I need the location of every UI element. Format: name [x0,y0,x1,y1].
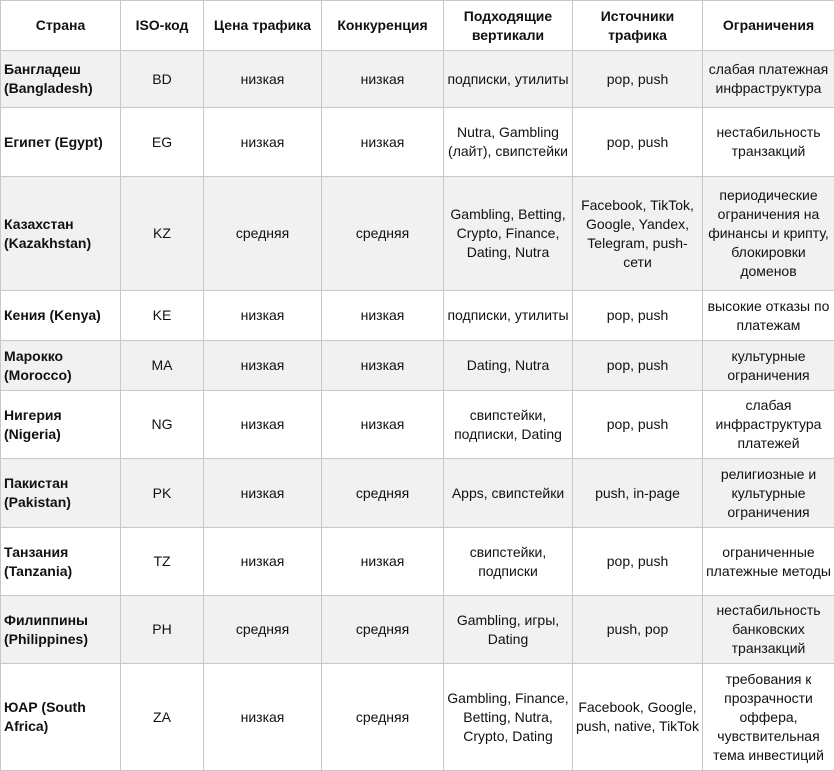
cell-traffic-price: средняя [204,177,322,291]
cell-competition: низкая [322,51,444,108]
cell-iso-code: TZ [121,528,204,596]
cell-restrictions: культурные ограничения [703,341,834,391]
cell-restrictions: слабая инфраструктура платежей [703,391,834,459]
table-row [1,459,834,528]
cell-traffic-sources: pop, push [573,291,703,341]
cell-verticals: подписки, утилиты [444,291,573,341]
cell-iso-code: KZ [121,177,204,291]
cell-country: Нигерия (Nigeria) [1,391,121,459]
cell-iso-code: ZA [121,664,204,771]
table-row [1,51,834,108]
cell-country: Марокко (Morocco) [1,341,121,391]
cell-traffic-sources: pop, push [573,51,703,108]
table-row [1,528,834,596]
table-row [1,108,834,177]
table-row [1,177,834,291]
cell-country: Танзания (Tanzania) [1,528,121,596]
cell-country: ЮАР (South Africa) [1,664,121,771]
cell-competition: средняя [322,596,444,664]
cell-verticals: Gambling, Betting, Crypto, Finance, Dating, Nutra [444,177,573,291]
cell-competition: средняя [322,664,444,771]
cell-traffic-price: низкая [204,459,322,528]
cell-traffic-price: низкая [204,664,322,771]
cell-iso-code: PK [121,459,204,528]
cell-verticals: Apps, свипстейки [444,459,573,528]
cell-verticals: свипстейки, подписки [444,528,573,596]
header-country: Страна [1,1,121,51]
cell-competition: средняя [322,459,444,528]
cell-restrictions: слабая платежная инфраструктура [703,51,834,108]
cell-iso-code: MA [121,341,204,391]
cell-competition: низкая [322,291,444,341]
cell-restrictions: религиозные и культурные ограничения [703,459,834,528]
cell-iso-code: PH [121,596,204,664]
cell-verticals: Gambling, игры, Dating [444,596,573,664]
cell-verticals: Nutra, Gambling (лайт), свипстейки [444,108,573,177]
cell-iso-code: EG [121,108,204,177]
cell-traffic-price: низкая [204,108,322,177]
cell-iso-code: KE [121,291,204,341]
table-row [1,664,834,771]
cell-verticals: Dating, Nutra [444,341,573,391]
cell-country: Казахстан (Kazakhstan) [1,177,121,291]
table-row [1,596,834,664]
cell-traffic-price: низкая [204,291,322,341]
cell-verticals: Gambling, Finance, Betting, Nutra, Crypto, Dating [444,664,573,771]
cell-restrictions: нестабильность банковских транзакций [703,596,834,664]
cell-competition: низкая [322,391,444,459]
cell-verticals: свипстейки, подписки, Dating [444,391,573,459]
cell-traffic-price: низкая [204,51,322,108]
cell-competition: низкая [322,341,444,391]
cell-country: Египет (Egypt) [1,108,121,177]
cell-restrictions: ограниченные платежные методы [703,528,834,596]
header-row [1,1,834,51]
header-traffic-price: Цена трафика [204,1,322,51]
table-row [1,391,834,459]
cell-traffic-sources: pop, push [573,108,703,177]
cell-traffic-price: низкая [204,528,322,596]
header-restrictions: Ограничения [703,1,834,51]
cell-country: Кения (Kenya) [1,291,121,341]
cell-traffic-sources: Facebook, TikTok, Google, Yandex, Telegram, push-сети [573,177,703,291]
cell-traffic-sources: push, pop [573,596,703,664]
header-competition: Конкуренция [322,1,444,51]
header-verticals: Подходящие вертикали [444,1,573,51]
cell-country: Бангладеш (Bangladesh) [1,51,121,108]
cell-traffic-sources: push, in-page [573,459,703,528]
cell-traffic-price: средняя [204,596,322,664]
header-traffic-sources: Источники трафика [573,1,703,51]
cell-country: Филиппины (Philippines) [1,596,121,664]
cell-traffic-sources: pop, push [573,528,703,596]
header-iso-code: ISO-код [121,1,204,51]
cell-traffic-price: низкая [204,391,322,459]
cell-restrictions: требования к прозрачности оффера, чувствительная тема инвестиций [703,664,834,771]
cell-traffic-price: низкая [204,341,322,391]
cell-restrictions: высокие отказы по платежам [703,291,834,341]
cell-verticals: подписки, утилиты [444,51,573,108]
cell-traffic-sources: pop, push [573,391,703,459]
table-row [1,291,834,341]
cell-traffic-sources: pop, push [573,341,703,391]
cell-iso-code: NG [121,391,204,459]
cell-country: Пакистан (Pakistan) [1,459,121,528]
cell-iso-code: BD [121,51,204,108]
cell-restrictions: периодические ограничения на финансы и крипту, блокировки доменов [703,177,834,291]
table-row [1,341,834,391]
cell-traffic-sources: Facebook, Google, push, native, TikTok [573,664,703,771]
cell-restrictions: нестабильность транзакций [703,108,834,177]
cell-competition: средняя [322,177,444,291]
cell-competition: низкая [322,528,444,596]
cell-competition: низкая [322,108,444,177]
